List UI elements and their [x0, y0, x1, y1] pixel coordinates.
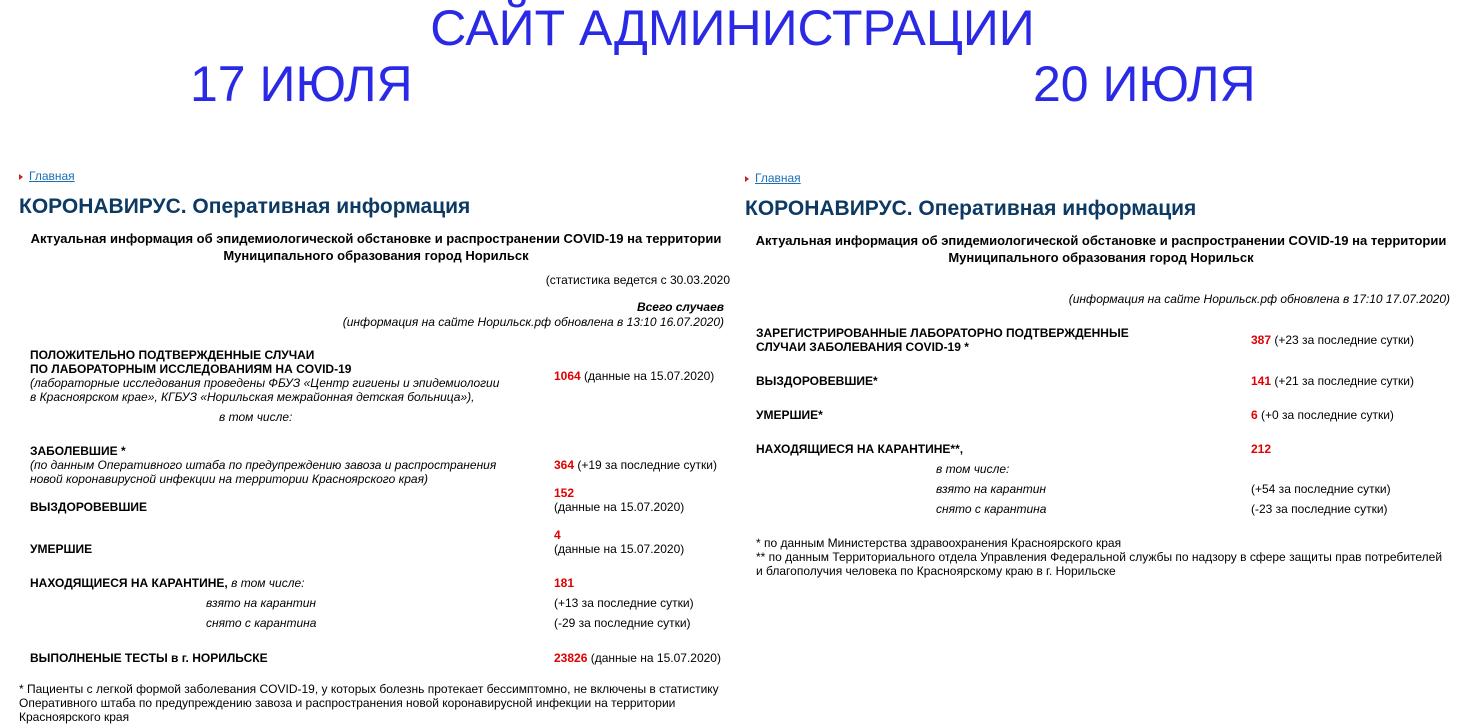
r-deaths-value-note: (+0 за последние сутки): [1261, 408, 1394, 422]
r-quarantine-including: в том числе:: [936, 462, 1010, 476]
page-title-left: КОРОНАВИРУС. Оперативная информация: [19, 195, 471, 218]
r-quarantine-value: 212: [1251, 442, 1272, 456]
subtitle-left: Актуальная информация об эпидемиологической обстановке и распространении COVID-19 на территории Муниципального образования город Норильск: [30, 231, 722, 263]
sick-note-2: новой коронавирусной инфекции на территории Красноярского края): [30, 472, 429, 486]
tests-value-note: (данные на 15.07.2020): [590, 651, 721, 665]
footnote-right-2b: и благополучия человека по Красноярскому краю в г. Норильске: [756, 564, 1116, 578]
quarantine-released-label: снято с карантина: [206, 616, 317, 630]
confirmed-value: 1064: [554, 369, 581, 383]
r-quarantine-taken-value: (+54 за последние сутки): [1251, 482, 1391, 496]
breadcrumb-home-link[interactable]: Главная: [29, 169, 75, 183]
r-confirmed-label-1: ЗАРЕГИСТРИРОВАННЫЕ ЛАБОРАТОРНО ПОДТВЕРЖДЕННЫЕ: [756, 326, 1129, 340]
recovered-value-note: (данные на 15.07.2020): [554, 500, 685, 514]
deaths-value: 4: [554, 528, 561, 542]
arrow-right-icon: [19, 174, 23, 180]
footnote-left-3: Красноярского края: [19, 710, 130, 724]
sick-value-note: (+19 за последние сутки): [577, 458, 717, 472]
confirmed-note-1: (лабораторные исследования проведены ФБУЗ «Центр гигиены и эпидемиологии: [30, 376, 500, 390]
deaths-value-note: (данные на 15.07.2020): [554, 542, 685, 556]
confirmed-note-2: в Красноярском крае», КГБУЗ «Норильская межрайонная детская больница»),: [30, 390, 475, 404]
r-recovered-label: ВЫЗДОРОВЕВШИЕ*: [756, 374, 878, 388]
arrow-right-icon: [745, 176, 749, 182]
sick-label: ЗАБОЛЕВШИЕ *: [30, 444, 126, 458]
r-recovered-value: 141: [1251, 374, 1272, 388]
r-deaths-value-row: [1251, 408, 1394, 422]
sick-value: 364: [554, 458, 575, 472]
date-right: 20 ИЮЛЯ: [1033, 56, 1256, 112]
confirmed-value-row: [554, 369, 714, 383]
page-title-right: КОРОНАВИРУС. Оперативная информация: [745, 197, 1197, 220]
confirmed-label-2: ПО ЛАБОРАТОРНЫМ ИССЛЕДОВАНИЯМ НА COVID-19: [30, 362, 352, 376]
r-quarantine-label: НАХОДЯЩИЕСЯ НА КАРАНТИНЕ**,: [756, 442, 964, 456]
updated-left: (информация на сайте Норильск.рф обновлена в 13:10 16.07.2020): [342, 315, 724, 329]
confirmed-including: в том числе:: [219, 410, 293, 424]
quarantine-taken-label: взято на карантин: [206, 596, 317, 610]
quarantine-label-suffix: в том числе:: [231, 576, 305, 590]
recovered-value: 152: [554, 486, 575, 500]
deaths-label: УМЕРШИЕ: [30, 542, 93, 556]
r-quarantine-released-label: снято с карантина: [936, 502, 1047, 516]
header-title: САЙТ АДМИНИСТРАЦИИ: [430, 0, 1035, 56]
footnote-left-2: Оперативного штаба по предупреждению завоза и распространения новой коронавирусной инфекции на территории: [19, 696, 676, 710]
stats-since: (статистика ведется с 30.03.2020: [545, 273, 730, 287]
date-left: 17 ИЮЛЯ: [190, 56, 413, 112]
quarantine-released-value: (-29 за последние сутки): [554, 616, 691, 630]
r-quarantine-taken-label: взято на карантин: [936, 482, 1047, 496]
r-confirmed-value: 387: [1251, 333, 1272, 347]
tests-value-row: [554, 651, 721, 665]
confirmed-value-note: (данные на 15.07.2020): [584, 369, 715, 383]
r-recovered-value-note: (+21 за последние сутки): [1274, 374, 1414, 388]
tests-label: ВЫПОЛНЕНЫЕ ТЕСТЫ в г. НОРИЛЬСКЕ: [30, 651, 268, 665]
footnote-right-1: * по данным Министерства здравоохранения Красноярского края: [756, 536, 1122, 550]
r-recovered-value-row: [1251, 374, 1414, 388]
sick-note-1: (по данным Оперативного штаба по предупреждению завоза и распространения: [30, 458, 497, 472]
r-quarantine-released-value: (-23 за последние сутки): [1251, 502, 1388, 516]
r-confirmed-value-row: [1251, 333, 1414, 347]
updated-right: (информация на сайте Норильск.рф обновлена в 17:10 17.07.2020): [1068, 292, 1450, 306]
sick-value-row: [554, 458, 717, 472]
breadcrumb-right: [745, 171, 801, 185]
footnote-left-1: * Пациенты с легкой формой заболевания COVID-19, у которых болезнь протекает бессимптомно, не включены в статистику: [19, 682, 719, 696]
total-cases-label: Всего случаев: [636, 300, 724, 314]
footnote-right-2a: ** по данным Территориального отдела Управления Федеральной службы по надзору в сфере защиты прав потребителей: [756, 550, 1443, 564]
confirmed-label-1: ПОЛОЖИТЕЛЬНО ПОДТВЕРЖДЕННЫЕ СЛУЧАИ: [30, 348, 315, 362]
tests-value: 23826: [554, 651, 588, 665]
quarantine-label-row: [30, 576, 304, 590]
subtitle-right: Актуальная информация об эпидемиологической обстановке и распространении COVID-19 на территории Муниципального образования город Норильск: [755, 233, 1447, 265]
breadcrumb-left: [19, 169, 75, 183]
recovered-label: ВЫЗДОРОВЕВШИЕ: [30, 500, 148, 514]
quarantine-taken-value: (+13 за последние сутки): [554, 596, 694, 610]
r-deaths-value: 6: [1251, 408, 1258, 422]
r-deaths-label: УМЕРШИЕ*: [756, 408, 823, 422]
quarantine-value: 181: [554, 576, 575, 590]
quarantine-label: НАХОДЯЩИЕСЯ НА КАРАНТИНЕ,: [30, 576, 228, 590]
r-confirmed-label-2: СЛУЧАИ ЗАБОЛЕВАНИЯ COVID-19 *: [756, 340, 969, 354]
breadcrumb-home-link[interactable]: Главная: [755, 171, 801, 185]
r-confirmed-value-note: (+23 за последние сутки): [1274, 333, 1414, 347]
